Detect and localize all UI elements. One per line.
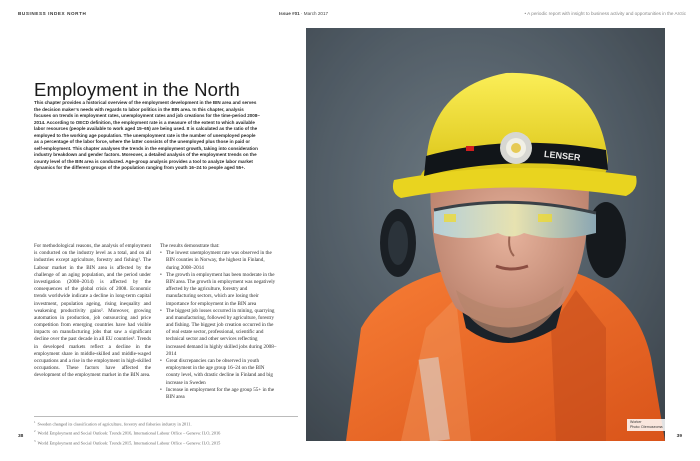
intro-paragraph: This chapter provides a historical overview of the employment development in the BIN area and serves the decision maker’s needs with regards to labor politics in the BIN area. In this chapter, analysis focuses on trends in employment rates, unemployment rates and job creations for the time-period 2008–2014. According to OECD definition, the employment rate is a measure of the extent to which available labor resources (people available to work aged 15–65) are being used. It is calculated as the ratio of the employed to the working age population. The unemployment rate is the number of unemployed people as a percentage of the labor force, where the latter consists of the unemployed plus those in paid or self-employment. This chapter analyses the trends in the employment growth, taking into consideration industry breakdown and gender factors. Moreover, a detailed analysis of the employment trends on the county level of the BIN area is conducted. Age-group analysis provides a tool to analyze labor market dynamics for the different groups of the population ranging from youth 16–24 to people aged 55+. — [34, 100, 260, 171]
worker-photo — [306, 28, 665, 441]
helmet-brand-text: LENSER — [543, 148, 581, 163]
running-header-right: • A periodic report with insight to business activity and opportunities in the Arctic — [524, 11, 686, 16]
results-item: • Increase in employment for the age group 55+ in the BIN area — [160, 387, 278, 401]
results-item: • The growth in employment has been moderate in the BIN area. The growth in employment was negatively affected by the agriculture, forestry and manufacturing sectors, which are losing their importance for employment in the BIN area — [160, 272, 278, 308]
results-item: • Great discrepancies can be observed in youth employment in the age group 16–24 on the BIN county level, with drastic decline in Finland and big increase in Sweden — [160, 358, 278, 387]
running-header-left: BUSINESS INDEX NORTH — [18, 11, 87, 16]
body-column-left: For methodological reasons, the analysis of employment is conducted on the industry level as a total, and on all industries except agriculture, forestry and fishing¹. The Labour market in the BIN area is affected by the challenge of an aging population, and the period under investigation (2008–2014) is affected by the consequences of the global crisis of 2008. Economic trends worldwide indicate a decline in long-term capital investment, population ageing, rising inequality and weakening productivity gains². Moreover, growing automation in production, job outsourcing and price competition from emerging countries have had visible impacts on manufacturing jobs that saw a significant decline over the past decade in all EU countries³. Trends in developed markets reflect a decline in the employment share in middle-skilled and middle-waged occupations and a rise in the employment in high-skilled occupations. These factors have affected the development of the employment market in the BIN area. — [34, 243, 151, 379]
issue-number: Issue #01 — [279, 11, 300, 16]
results-lead: The results demonstrate that: — [160, 243, 220, 249]
body-column-right — [160, 243, 278, 401]
results-item: • The lowest unemployment rate was observed in the BIN counties in Norway, the highest in Finland, during 2008–2014 — [160, 250, 278, 272]
photo-caption — [627, 419, 666, 431]
page-number-right: 39 — [676, 434, 682, 439]
results-list — [160, 250, 278, 401]
page-number-left: 38 — [18, 434, 24, 439]
running-header-right-text: A periodic report with insight to business activity and opportunities in the Arctic — [527, 11, 686, 16]
issue-date: March 2017 — [303, 11, 329, 16]
footnote-divider — [34, 416, 298, 417]
footnotes — [34, 419, 298, 447]
caption-title: Worker — [630, 420, 642, 424]
worker-illustration — [306, 28, 665, 441]
footnote: $^1$ Sweden changed its classification of agriculture, forestry and fisheries industry in 2011. — [34, 420, 192, 427]
page-title: Employment in the North — [34, 79, 240, 100]
footnote: $^3$ World Employment and Social Outlook: Trends 2015, International Labour Office – Geneva: ILO, 2015 — [34, 438, 221, 446]
results-item: • The biggest job losses occurred in mining, quarrying and manufacturing, followed by agriculture, forestry and fishing. The biggest job creation occurred in the of real estate sector, professional, scientific and technical sector and other services reflecting increased demand in highly skilled jobs during 2008–2014 — [160, 308, 278, 358]
caption-credit: Photo: Diemuseoma — [630, 425, 663, 429]
issue-line: Issue #01 · March 2017 — [279, 11, 329, 16]
footnote: $^2$ World Employment and Social Outlook: Trends 2016, International Labour Office – Geneva: ILO, 2016 — [34, 429, 221, 436]
